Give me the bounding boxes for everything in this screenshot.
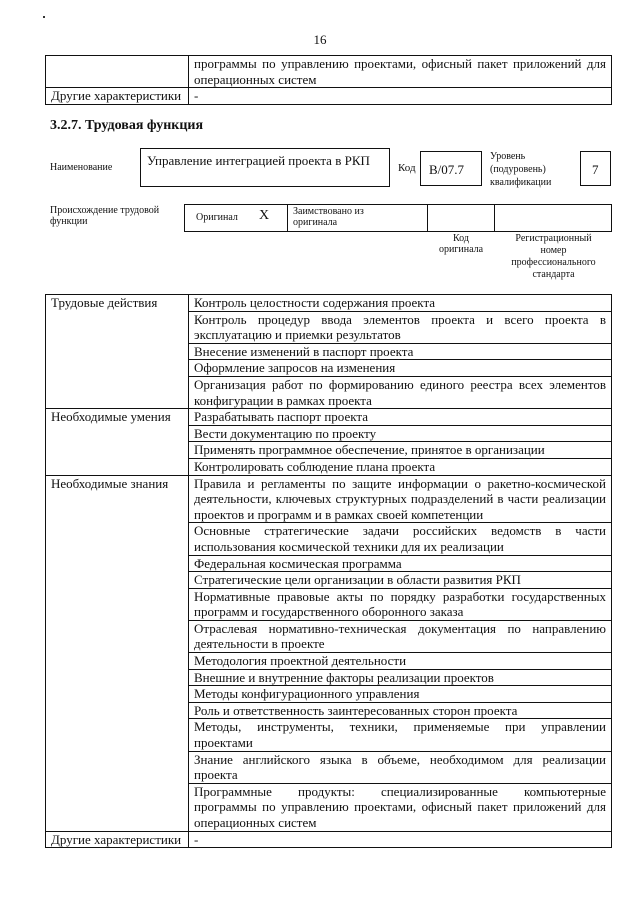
requirement-line: проекта <box>194 767 238 783</box>
level-box <box>580 151 611 186</box>
origin-label-line: функции <box>50 216 88 227</box>
requirement-item <box>189 751 612 783</box>
continuation-line: программы по управлению проектами, офисный пакет приложений для <box>194 56 606 71</box>
code-box <box>420 151 482 186</box>
requirement-line: Программные продукты: специализированные компьютерные <box>194 783 606 799</box>
requirement-line: использования космической техники для их реализации <box>194 538 504 554</box>
level-label-line: (подуровень) <box>490 164 546 175</box>
table-row <box>46 88 612 105</box>
other-characteristics-value: - <box>189 88 612 105</box>
requirement-line: Применять программное обеспечение, принятое в организации <box>194 442 545 458</box>
requirement-line: Отраслевая нормативно-техническая документация по направлению <box>194 620 606 636</box>
requirement-line: Методы конфигурационного управления <box>194 686 420 702</box>
requirement-item <box>189 458 612 475</box>
other-characteristics-label: Другие характеристики <box>46 88 189 105</box>
requirement-line: Методология проектной деятельности <box>194 653 407 669</box>
name-label: Наименование <box>50 162 113 173</box>
table-cell <box>46 56 189 88</box>
labor-function-table <box>45 294 612 848</box>
level-label-line: Уровень <box>490 151 526 162</box>
requirement-line: Внесение изменений в паспорт проекта <box>194 343 414 359</box>
requirement-item <box>189 702 612 719</box>
requirement-item <box>189 295 612 312</box>
level-value: 7 <box>592 162 599 177</box>
requirement-line: Разрабатывать паспорт проекта <box>194 409 368 425</box>
requirement-line: Роль и ответственность заинтересованных сторон проекта <box>194 702 518 718</box>
reg-caption-line: Регистрационный <box>515 233 592 244</box>
requirement-item <box>189 376 612 408</box>
requirement-line: Организация работ по формированию единого реестра всех элементов <box>194 376 606 392</box>
table-row <box>46 409 612 426</box>
level-label <box>490 151 551 188</box>
requirement-line: Контролировать соблюдение плана проекта <box>194 458 436 474</box>
requirement-line: - <box>194 831 199 847</box>
borrowed-label <box>293 206 364 228</box>
requirement-line: деятельности в проекте <box>194 636 325 652</box>
level-label-line: квалификации <box>490 177 552 188</box>
scan-dot <box>43 16 45 18</box>
reg-caption <box>495 233 612 281</box>
table-row <box>46 56 612 88</box>
table-row <box>46 475 612 523</box>
name-value: Управление интеграцией проекта в РКП <box>147 153 370 168</box>
table-row <box>46 295 612 312</box>
origin-divider <box>287 204 288 232</box>
requirement-item <box>189 360 612 377</box>
requirement-item <box>189 588 612 620</box>
borrowed-label-line: оригинала <box>293 217 338 228</box>
origin-divider <box>427 204 428 232</box>
code-value: B/07.7 <box>429 162 465 177</box>
requirement-item <box>189 425 612 442</box>
requirement-item <box>189 523 612 555</box>
requirement-line: проектов и программ и в рамках своей компетенции <box>194 506 484 522</box>
table-cell <box>189 56 612 88</box>
requirement-line: Оформление запросов на изменения <box>194 360 396 376</box>
page-number: 16 <box>313 32 327 47</box>
requirement-line: Контроль процедур ввода элементов проекта и всего проекта в <box>194 311 606 327</box>
borrowed-label-line: Заимствовано из <box>293 206 364 217</box>
continuation-table <box>45 55 612 105</box>
origin-box <box>184 204 612 232</box>
requirement-line: Внешние и внутренние факторы реализации проектов <box>194 669 494 685</box>
requirement-line: Федеральная космическая программа <box>194 555 402 571</box>
code-caption-line: Код <box>453 233 469 244</box>
reg-caption-line: профессионального <box>511 257 596 268</box>
requirement-item <box>189 555 612 572</box>
requirement-line: деятельности, ключевых структурных подразделений в части реализации <box>194 491 606 507</box>
requirement-item <box>189 572 612 589</box>
requirement-item <box>189 311 612 343</box>
requirement-line: Основные стратегические задачи российских ведомств в части <box>194 523 606 539</box>
original-mark: X <box>259 208 270 223</box>
reg-caption-line: стандарта <box>532 269 575 280</box>
requirement-line: Стратегические цели организации в области развития РКП <box>194 572 521 588</box>
requirement-line: Вести документацию по проекту <box>194 425 377 441</box>
group-label: Необходимые умения <box>46 409 189 475</box>
code-caption <box>428 233 494 255</box>
requirement-item <box>189 653 612 670</box>
group-label: Другие характеристики <box>46 831 189 848</box>
requirement-line: Контроль целостности содержания проекта <box>194 295 436 310</box>
requirement-line: проектами <box>194 735 253 751</box>
section-title: 3.2.7. Трудовая функция <box>50 118 204 133</box>
requirement-item <box>189 409 612 426</box>
requirement-line: эксплуатацию и приемки результатов <box>194 327 401 343</box>
name-box <box>140 148 390 187</box>
code-caption-line: оригинала <box>438 244 484 255</box>
requirement-item <box>189 475 612 523</box>
requirement-item <box>189 442 612 459</box>
table-row <box>46 831 612 848</box>
requirement-line: конфигурации в рамках проекта <box>194 392 372 408</box>
requirement-item <box>189 831 612 848</box>
requirement-item <box>189 343 612 360</box>
requirement-line: программ и государственного оборонного заказа <box>194 604 464 620</box>
requirement-line: Методы, инструменты, техники, применяемые при управлении <box>194 719 606 735</box>
group-label: Трудовые действия <box>46 295 189 409</box>
requirement-item <box>189 669 612 686</box>
continuation-line: операционных систем <box>194 71 317 87</box>
origin-label-line: Происхождение трудовой <box>50 205 160 216</box>
requirement-line: Знание английского языка в объеме, необходимом для реализации <box>194 751 606 767</box>
origin-divider <box>494 204 495 232</box>
requirement-line: операционных систем <box>194 815 317 830</box>
origin-label <box>50 205 159 227</box>
group-label: Необходимые знания <box>46 475 189 831</box>
requirement-item <box>189 620 612 652</box>
requirement-item <box>189 719 612 751</box>
requirement-line: Правила и регламенты по защите информации о ракетно-космической <box>194 475 606 491</box>
requirement-item <box>189 686 612 703</box>
code-label: Код <box>398 162 416 174</box>
requirement-line: Нормативные правовые акты по порядку разработки государственных <box>194 588 606 604</box>
original-label: Оригинал <box>196 212 238 223</box>
reg-caption-line: номер <box>540 245 567 256</box>
requirement-line: программы по управлению проектами, офисный пакет приложений для <box>194 799 606 815</box>
requirement-item <box>189 783 612 831</box>
